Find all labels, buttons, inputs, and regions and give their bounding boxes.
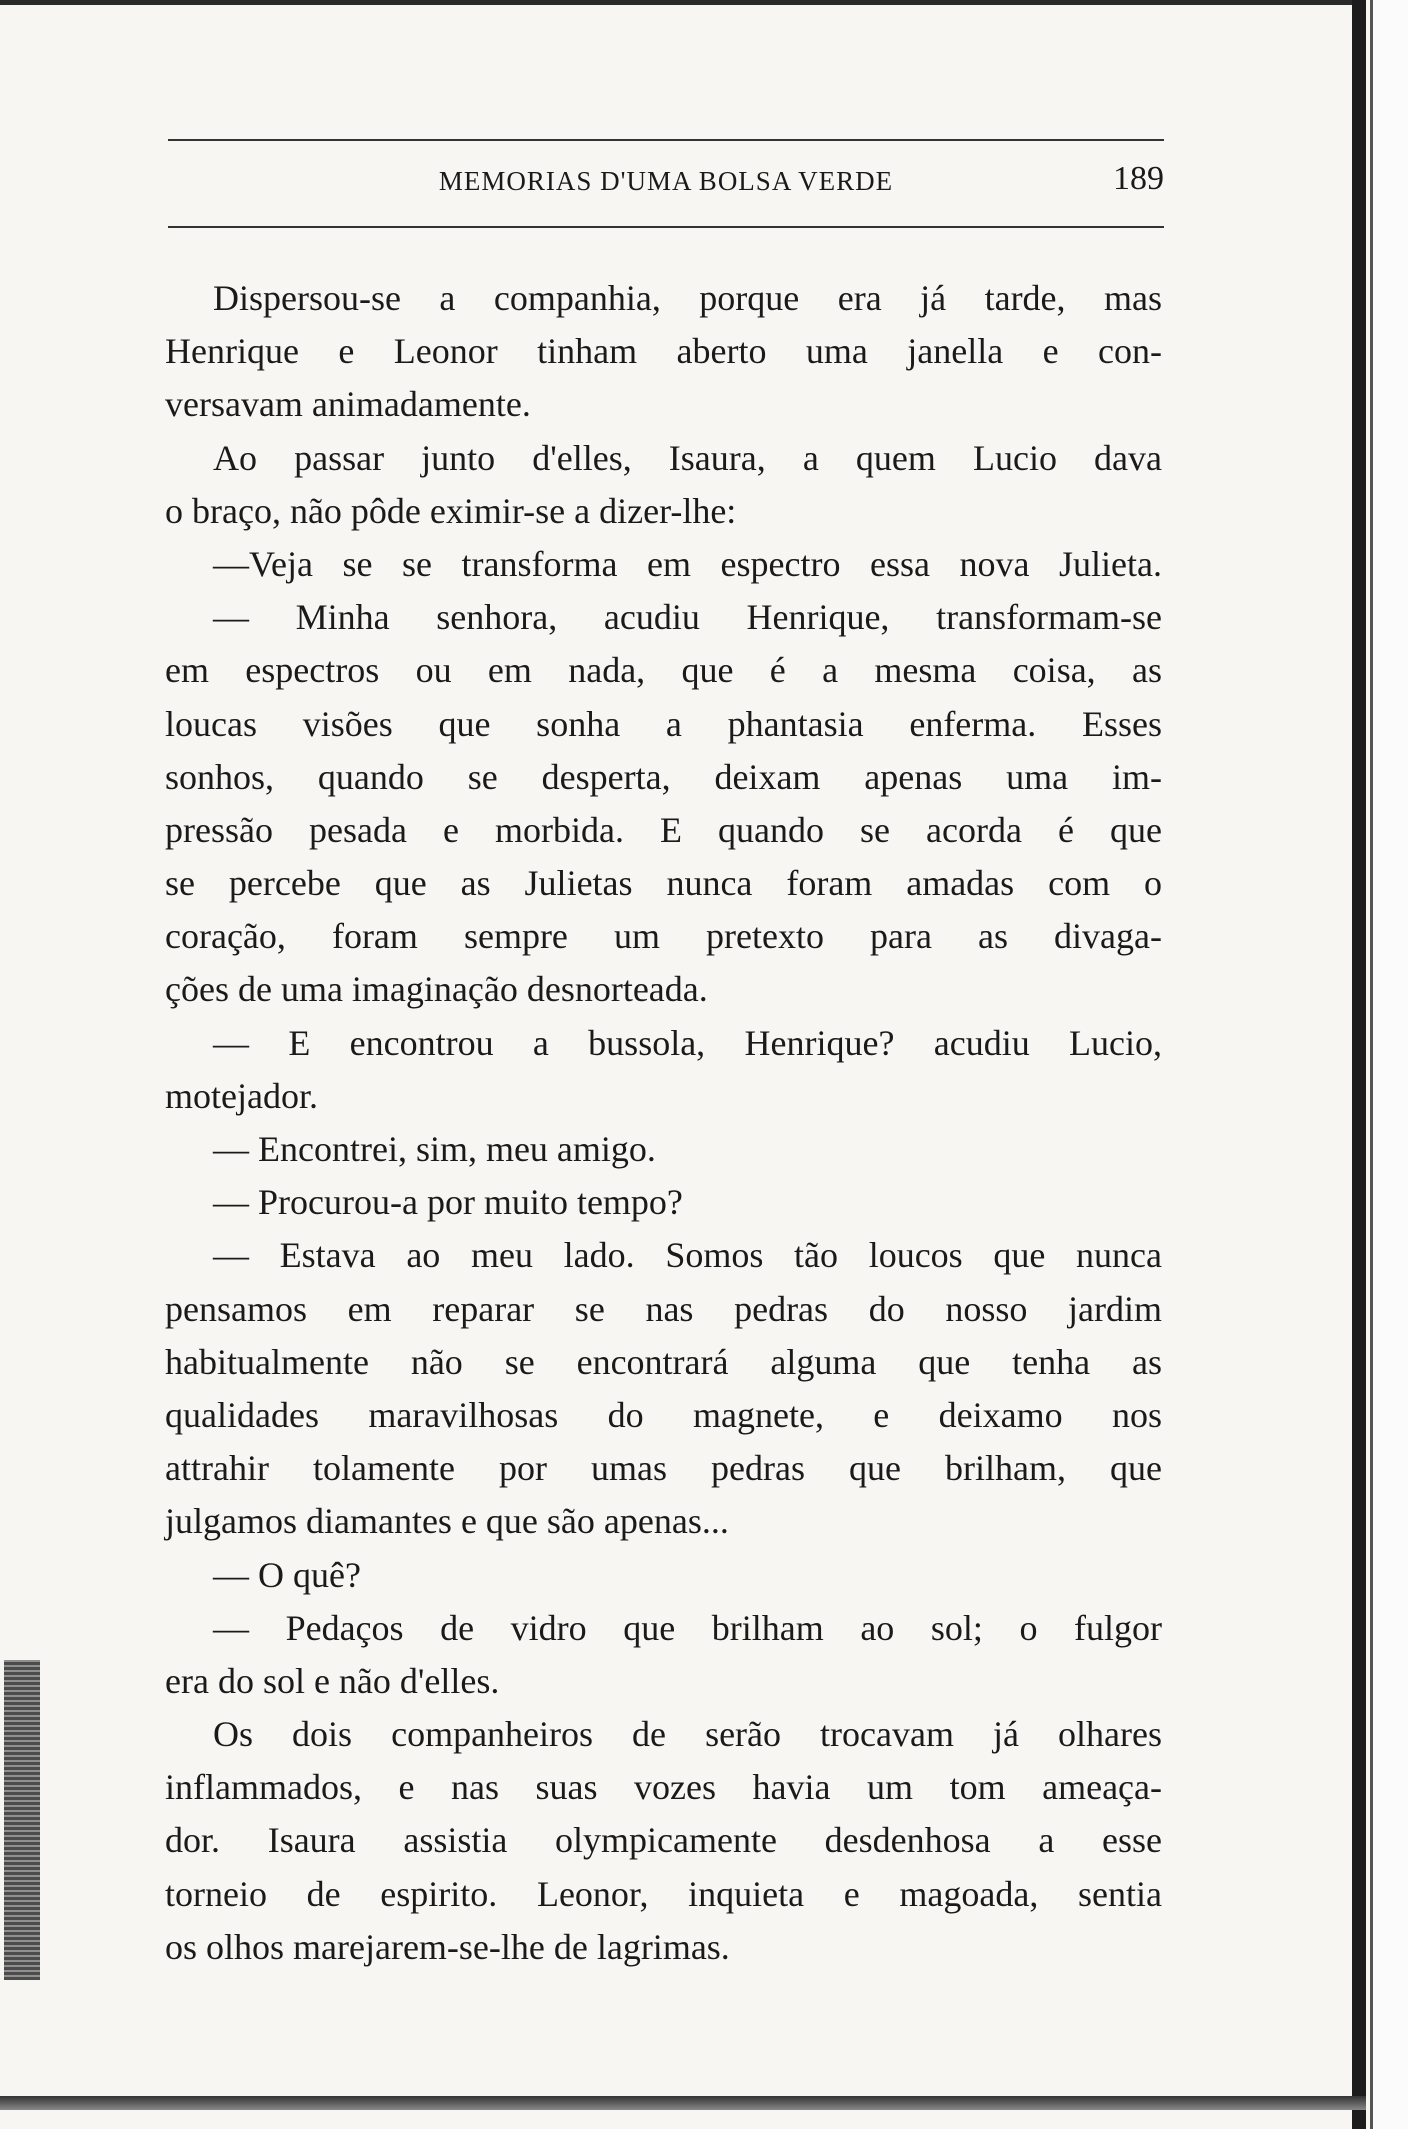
page-binding-edge [1352,0,1366,2129]
header-rule-top [168,139,1164,141]
body-text [165,272,1162,1974]
text-line: — O quê? [213,1554,361,1595]
text-line: Ao passar junto d'elles, Isaura, a quem Lucio dava [213,437,1162,478]
text-line: pensamos em reparar se nas pedras do nosso jardim [165,1288,1162,1329]
text-line: os olhos marejarem-se-lhe de lagrimas. [165,1926,730,1967]
text-line: qualidades maravilhosas do magnete, e deixamo nos [165,1394,1162,1435]
running-header: MEMORIAS D'UMA BOLSA VERDE [438,166,894,196]
page-number: 189 [1113,160,1164,197]
text-line: versavam animadamente. [165,384,531,425]
text-line: — E encontrou a bussola, Henrique? acudiu Lucio, [213,1022,1162,1063]
page-bottom-edge [0,2096,1366,2110]
scan-smudge [4,1660,40,1980]
text-line: sonhos, quando se desperta, deixam apenas uma im- [165,756,1162,797]
text-line: era do sol e não d'elles. [165,1660,500,1701]
header-rule-bottom [168,226,1164,228]
scan-margin [1370,0,1408,2129]
text-line: torneio de espirito. Leonor, inquieta e magoada, sentia [165,1873,1162,1914]
text-line: — Encontrei, sim, meu amigo. [213,1129,656,1169]
text-line: inflammados, e nas suas vozes havia um tom ameaça- [165,1767,1162,1808]
text-line: o braço, não pôde eximir-se a dizer-lhe: [165,490,737,531]
text-line: motejador. [165,1075,318,1116]
text-line: julgamos diamantes e que são apenas... [165,1501,729,1542]
text-line: dor. Isaura assistia olympicamente desdenhosa a esse [165,1820,1162,1861]
text-line: —Veja se se transforma em espectro essa nova Julieta. [213,543,1162,584]
text-line: Dispersou-se a companhia, porque era já tarde, mas [213,278,1162,318]
text-line: — Pedaços de vidro que brilham ao sol; o fulgor [213,1607,1162,1648]
text-line: attrahir tolamente por umas pedras que brilham, que [165,1448,1162,1489]
text-line: ções de uma imaginação desnorteada. [165,969,708,1010]
text-line: se percebe que as Julietas nunca foram amadas com o [165,863,1162,904]
text-line: — Procurou-a por muito tempo? [213,1182,683,1223]
page-top-edge [0,0,1360,5]
text-line: Henrique e Leonor tinham aberto uma janella e con- [165,331,1162,372]
text-line: — Minha senhora, acudiu Henrique, transformam-se [213,597,1162,638]
text-line: loucas visões que sonha a phantasia enferma. Esses [165,703,1162,744]
text-line: em espectros ou em nada, que é a mesma coisa, as [165,650,1162,691]
text-line: habitualmente não se encontrará alguma que tenha as [165,1341,1162,1382]
text-line: Os dois companheiros de serão trocavam já olhares [213,1714,1162,1755]
text-line: pressão pesada e morbida. E quando se acorda é que [165,809,1162,850]
text-line: — Estava ao meu lado. Somos tão loucos que nunca [213,1235,1162,1276]
text-line: coração, foram sempre um pretexto para as divaga- [165,916,1162,957]
